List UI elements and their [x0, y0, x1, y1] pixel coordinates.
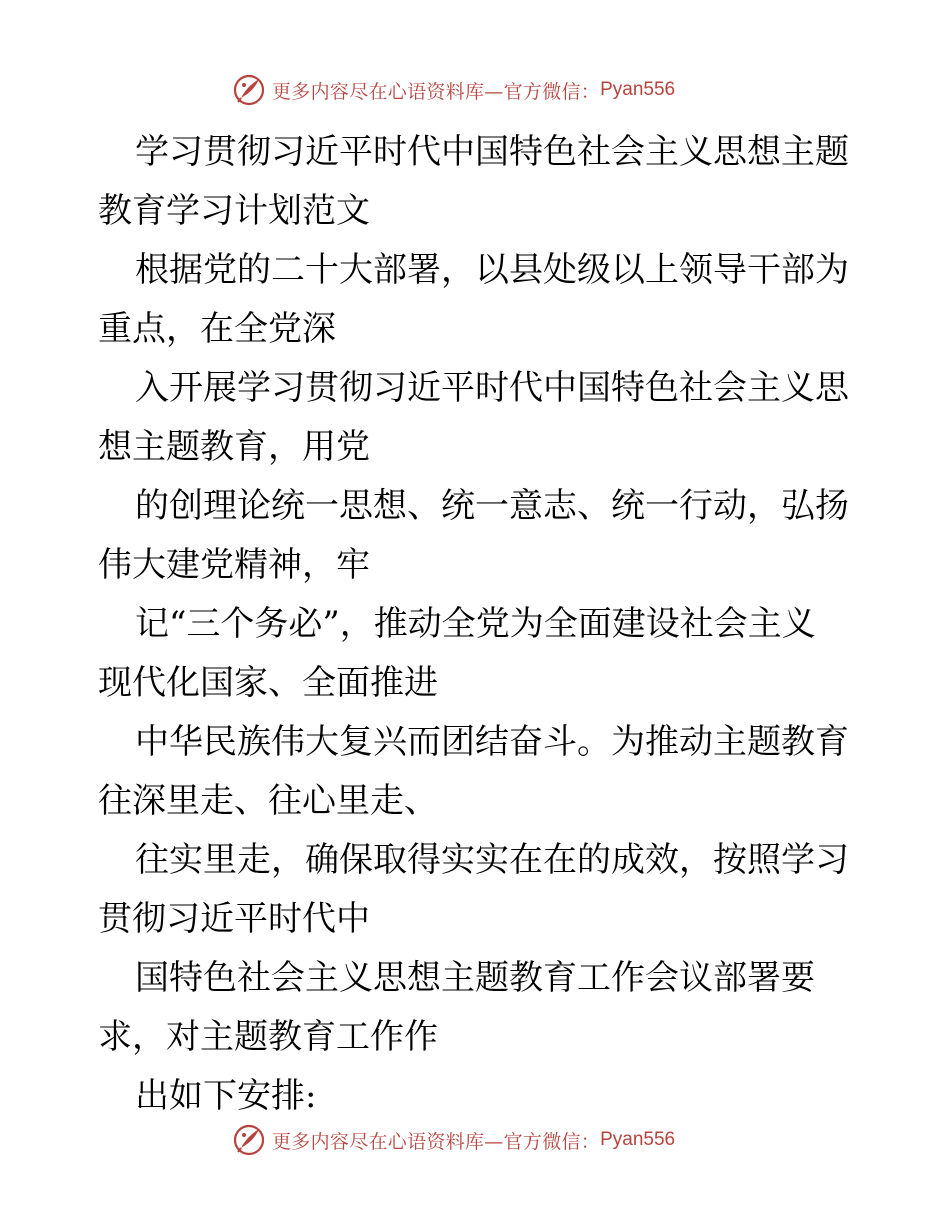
footer-banner-text: 更多内容尽在心语资料库—官方微信： — [272, 1130, 601, 1153]
document-body — [98, 123, 858, 1126]
footer-banner — [232, 1120, 675, 1160]
quill-pen-logo-icon — [232, 1123, 266, 1157]
quill-pen-logo-icon — [232, 73, 266, 107]
body-line: 学习贯彻习近平时代中国特色社会主义思想主题 — [135, 132, 849, 172]
body-line: 中华民族伟大复兴而团结奋斗。为推动主题教育 — [135, 722, 849, 762]
body-line: 教育学习计划范文 — [98, 191, 370, 231]
body-line: 现代化国家、全面推进 — [98, 663, 438, 703]
body-line: 想主题教育，用党 — [98, 427, 370, 467]
footer-banner-wechat-id: Pyan556 — [600, 1129, 676, 1150]
body-line: 国特色社会主义思想主题教育工作会议部署要 — [135, 958, 815, 998]
body-line: 重点，在全党深 — [98, 309, 336, 349]
header-banner — [232, 70, 675, 110]
body-line: 往实里走，确保取得实实在在的成效，按照学习 — [135, 840, 849, 880]
header-banner-wechat-id: Pyan556 — [600, 79, 676, 100]
body-line: 贯彻习近平时代中 — [98, 899, 370, 939]
body-line: 入开展学习贯彻习近平时代中国特色社会主义思 — [135, 368, 849, 408]
body-line: 的创理论统一思想、统一意志、统一行动，弘扬 — [135, 486, 849, 526]
body-line: 伟大建党精神，牢 — [98, 545, 370, 585]
body-line: 记“三个务必”，推动全党为全面建设社会主义 — [135, 604, 816, 644]
body-line: 出如下安排: — [135, 1076, 317, 1116]
header-banner-text: 更多内容尽在心语资料库—官方微信： — [272, 80, 601, 103]
body-line: 往深里走、往心里走、 — [98, 781, 438, 821]
body-line: 根据党的二十大部署，以县处级以上领导干部为 — [135, 250, 849, 290]
body-line: 求，对主题教育工作作 — [98, 1017, 438, 1057]
